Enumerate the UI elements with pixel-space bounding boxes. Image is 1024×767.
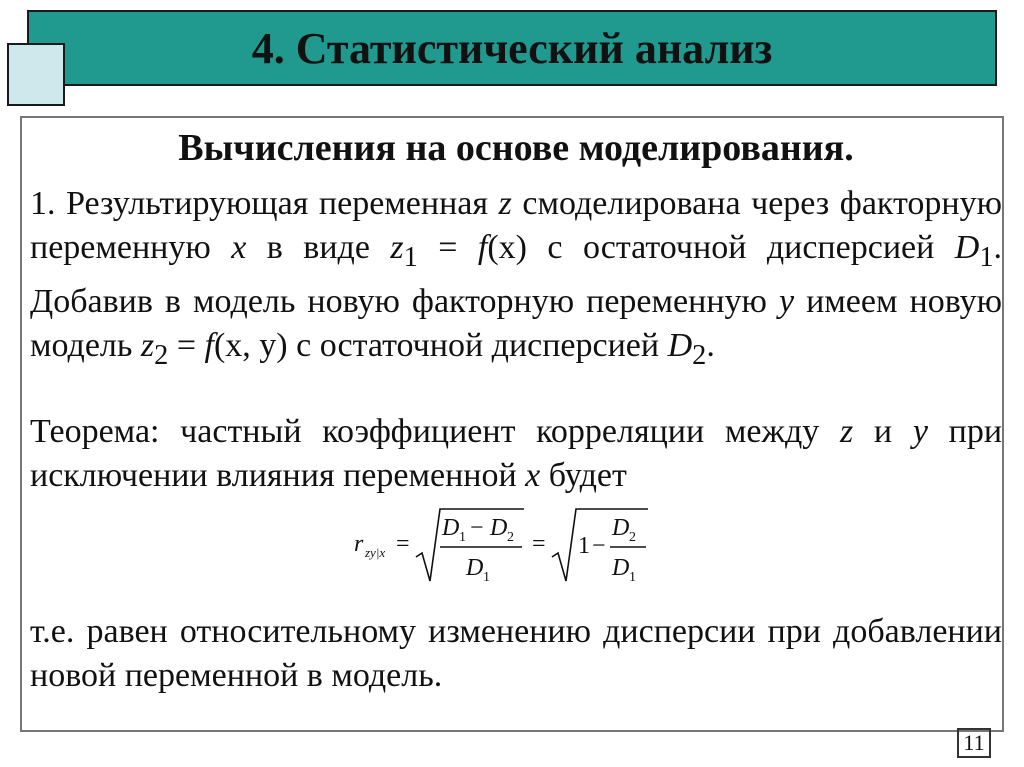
formula-num3: D: [612, 515, 630, 541]
formula-r: r: [354, 531, 364, 557]
formula-num2-sub: 2: [507, 530, 514, 545]
correlation-formula: [0, 505, 1024, 587]
formula-minus: −: [470, 515, 484, 541]
paragraph-2: Теорема: частный коэффициент корреляции между z и y при исключении влияния переменной x будет: [30, 413, 1003, 494]
formula-svg: [352, 505, 672, 587]
formula-den: D: [466, 555, 484, 581]
formula-num3-sub: 2: [629, 530, 636, 545]
paragraph-3: т.е. равен относительному изменению дисперсии при добавлении новой переменной в модель.: [30, 613, 1002, 694]
formula-num1-sub: 1: [459, 530, 466, 545]
paragraph-1: 1. Результирующая переменная z смоделирована через факторную переменную x в виде $z_1 = f(x)$ с остаточной дисперсией $D_1$. Добавив в модель новую факторную переменную y имеем новую модель $z_2 = f(x$, y) с остаточной дисперсией $D_2$.: [30, 185, 1002, 371]
formula-den2: D: [612, 555, 630, 581]
formula-one: 1: [578, 533, 590, 559]
formula-num1: D: [442, 515, 460, 541]
formula-eq-2: =: [532, 531, 546, 557]
formula-minus-2: −: [592, 533, 606, 559]
formula-den-sub: 1: [483, 570, 490, 585]
page-number: 11: [957, 728, 991, 758]
slide-subtitle: Вычисления на основе моделирования.: [178, 127, 854, 169]
formula-den2-sub: 1: [629, 570, 636, 585]
slide-title: 4. Статистический анализ: [251, 23, 773, 73]
formula-r-sub: zy|x: [365, 545, 386, 560]
formula-eq-1: =: [396, 531, 410, 557]
formula-num2: D: [490, 515, 508, 541]
